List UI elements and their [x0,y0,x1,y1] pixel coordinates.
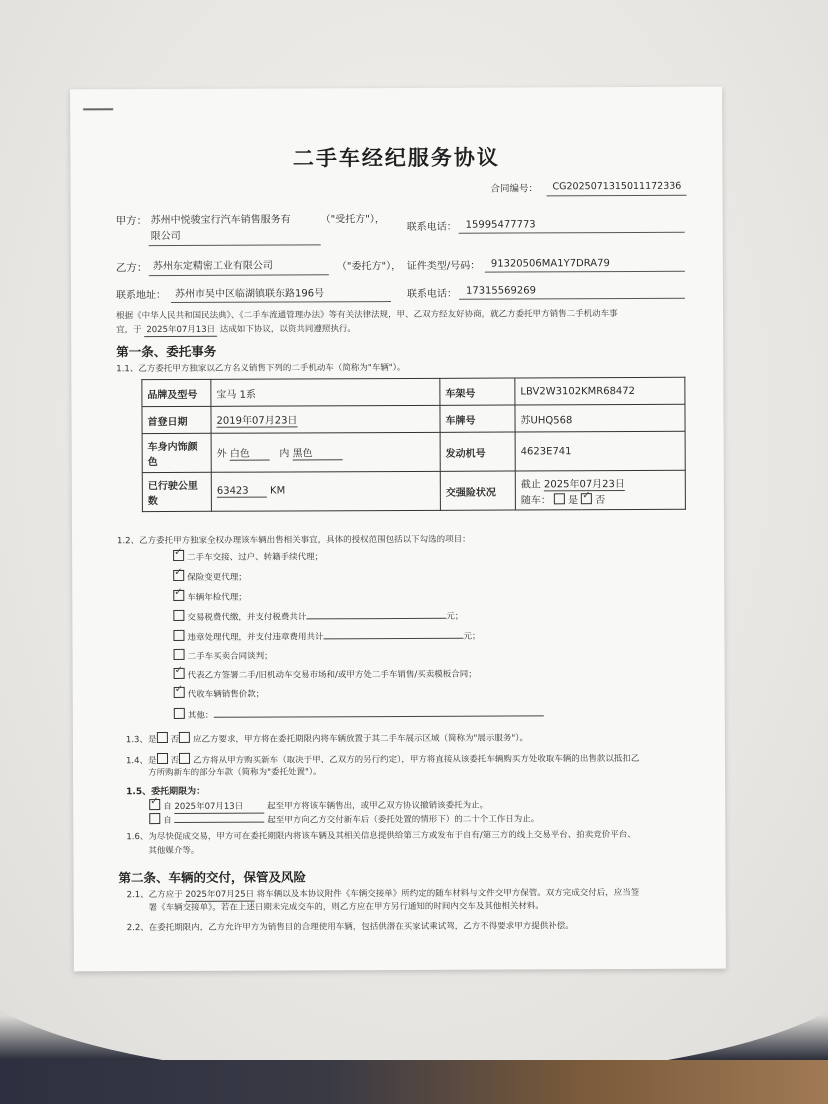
exterior-color: 白色 [230,445,270,461]
preamble-line-1: 根据《中华人民共和国民法典》、《二手车流通管理办法》等有关法律法规，甲、乙双方经友好协商，就乙方委托甲方销售二手机动车事 [116,309,618,322]
brand-value: 宝马 1系 [211,378,440,406]
insurance-prefix: 截止 [520,478,541,490]
term-1-a: 自 [163,801,172,813]
clause-1-1: 1.1、乙方委托甲方独家以乙方名义销售下列的二手机动车（简称为"车辆"）。 [116,362,406,375]
clause-1-3-a: 1.3、是 [125,735,157,746]
clause-1-5: 1.5、委托期限为： [126,786,206,798]
party-b-id-label: 证件类型/号码： [406,260,481,272]
c13-no-checkbox[interactable] [179,732,190,743]
mileage-label: 已行驶公里数 [142,472,211,511]
clause-1-4-d: 方所购新车的部分车款（简称为"委托处置"）。 [148,767,322,779]
party-b-label: 乙方： [115,262,148,275]
interior-color: 黑色 [293,444,343,460]
insurance-date: 2025年07月23日 [544,475,625,491]
clause-1-3-b: 否 [170,734,179,745]
c14-yes-checkbox[interactable] [157,753,168,764]
mileage-unit: KM [269,485,286,497]
clause-2-2: 2.2、在委托期限内，乙方允许甲方为销售目的合理使用车辆，包括供潜在买家试乘试驾，乙方不得要求甲方提供补偿。 [126,921,574,934]
option-3: 车辆年检代理； [187,592,247,603]
option-6: 二手车买卖合同谈判； [187,651,273,662]
option-2: 保险变更代理； [187,572,247,583]
option-checkbox[interactable] [173,630,184,641]
page-mark [83,108,113,110]
plate-value: 苏UHQ568 [515,404,685,432]
option-checkbox[interactable] [174,687,185,698]
reg-date-value: 2019年07月23日 [216,411,297,427]
preamble-line-2b: 达成如下协议，以资共同遵照执行。 [219,324,356,335]
option-checkbox[interactable] [173,590,184,601]
party-b-name: 苏州东定精密工业有限公司 [152,260,273,273]
engine-label: 发动机号 [440,432,515,471]
clause-1-6-line-1: 1.6、为尽快促成交易，甲方可在委托期限内将该车辆及其相关信息提供给第三方或发布于自有/第三方的线上交易平台、拍卖竞价平台、 [126,829,636,843]
option-4: 交易税费代缴，并支付税费共计 [187,612,307,623]
party-a-name-2: 限公司 [150,230,181,243]
mileage-value: 63423 [217,486,267,498]
yes-checkbox[interactable] [554,493,565,504]
table-row [142,431,685,472]
party-b-phone-label: 联系电话： [406,288,458,300]
clause-2-1-b: 将车辆以及本协议附件《车辆交接单》所约定的随车材料与文件交甲方保管。双方完成交付后，应当签 [256,887,640,900]
term-2-a: 自 [163,815,172,827]
plate-label: 车牌号 [440,405,515,432]
term-2-b: 起至甲方向乙方交付新车后（委托处置的情形下）的二十个工作日为止。 [267,814,540,826]
option-7: 代表乙方签署二手/旧机动车交易市场和/或甲方处二手车销售/买卖模板合同； [187,669,477,681]
clause-1-6-line-2: 其他媒介等。 [148,845,200,857]
clause-1-2: 1.2、乙方委托甲方独家全权办理该车辆出售相关事宜，具体的授权范围包括以下勾选的项目： [117,534,471,547]
term-1-b: 起至甲方将该车辆售出，或甲乙双方协议撤销该委托为止。 [267,800,489,812]
clause-1-4-a: 1.4、是 [125,756,157,767]
clause-2-1-line-2: 署《车辆交接单》。若在上述日期未完成交车的，则乙方应在甲方另行通知的时间内交车及其他相关材料。 [148,901,544,914]
no-checkbox[interactable] [581,493,592,504]
party-b-phone: 17315569269 [465,285,536,297]
section-1-heading: 第一条、委托事务 [116,343,217,360]
c14-no-checkbox[interactable] [179,753,190,764]
party-b-role: （"委托方"）， [336,260,402,273]
table-row [142,377,685,406]
term-2-checkbox[interactable] [149,813,160,824]
yuan-2: 元； [463,631,481,642]
option-checkbox[interactable] [174,649,185,660]
option-checkbox[interactable] [174,708,185,719]
clause-2-1-date: 2025年07月25日 [185,889,255,900]
yuan-1: 元； [446,611,464,622]
contract-number: CG2025071315011172336 [552,180,682,193]
option-9: 其他： [187,710,214,721]
clause-1-4-c: 乙方将从甲方购买新车（取决于甲、乙双方的另行约定），甲方将直接从该委托车辆购买方处收取车辆的出售款以抵扣乙 [193,753,640,766]
preamble-date: 2025年07月13日 [144,324,217,337]
option-checkbox[interactable] [174,668,185,679]
vin-value: LBV2W3102KMR68472 [515,377,685,405]
preamble-line-2a: 宜，于 [116,325,142,336]
option-8: 代收车辆销售价款； [187,689,265,700]
floor [0,1060,828,1104]
option-5: 违章处理代理，并支付违章费用共计 [187,632,324,643]
engine-value: 4623E741 [515,431,685,471]
party-b-id: 91320506MA1Y7DRA79 [490,258,610,270]
contract-number-label: 合同编号： [490,183,539,195]
clause-2-1-a: 2.1、乙方应于 [126,889,183,901]
color-label: 车身内饰颜色 [142,433,211,472]
term-1-date: 2025年07月13日 [174,801,264,814]
exterior-label: 外 [216,448,227,460]
option-1: 二手车交接、过户、转籍手续代理； [187,552,324,563]
option-checkbox[interactable] [173,570,184,581]
vehicle-table [141,377,686,512]
document-title: 二手车经纪服务协议 [292,145,500,171]
with-car-label: 随车： [520,494,551,506]
party-a-phone-label: 联系电话： [406,221,457,233]
insurance-label: 交强险状况 [440,471,515,510]
party-a-role: （"受托方"）， [320,214,385,226]
no-label: 否 [595,494,606,506]
party-a-label: 甲方： [115,215,148,228]
party-a-name-1: 苏州中悦骏宝行汽车销售服务有 [150,214,291,227]
reg-date-label: 首登日期 [142,406,211,433]
clause-1-3-c: 应乙方要求，甲方将在委托期限内将车辆放置于其二手车展示区域（简称为"展示服务"）。 [192,733,529,745]
table-row [142,404,685,433]
term-1-checkbox[interactable] [149,799,160,810]
interior-label: 内 [279,448,290,460]
party-b-address-label: 联系地址： [115,290,167,302]
section-2-heading: 第二条、车辆的交付，保管及风险 [118,869,307,886]
yes-label: 是 [568,494,579,506]
party-a-phone: 15995477773 [465,219,536,231]
c13-yes-checkbox[interactable] [156,732,167,743]
clause-1-4-b: 否 [170,755,180,766]
contract-document [70,87,726,972]
table-row [142,470,685,511]
option-checkbox[interactable] [173,550,184,561]
brand-label: 品牌及型号 [142,379,211,406]
vin-label: 车架号 [440,378,515,405]
party-b-address: 苏州市吴中区临湖镇联东路196号 [174,288,325,300]
option-checkbox[interactable] [173,610,184,621]
